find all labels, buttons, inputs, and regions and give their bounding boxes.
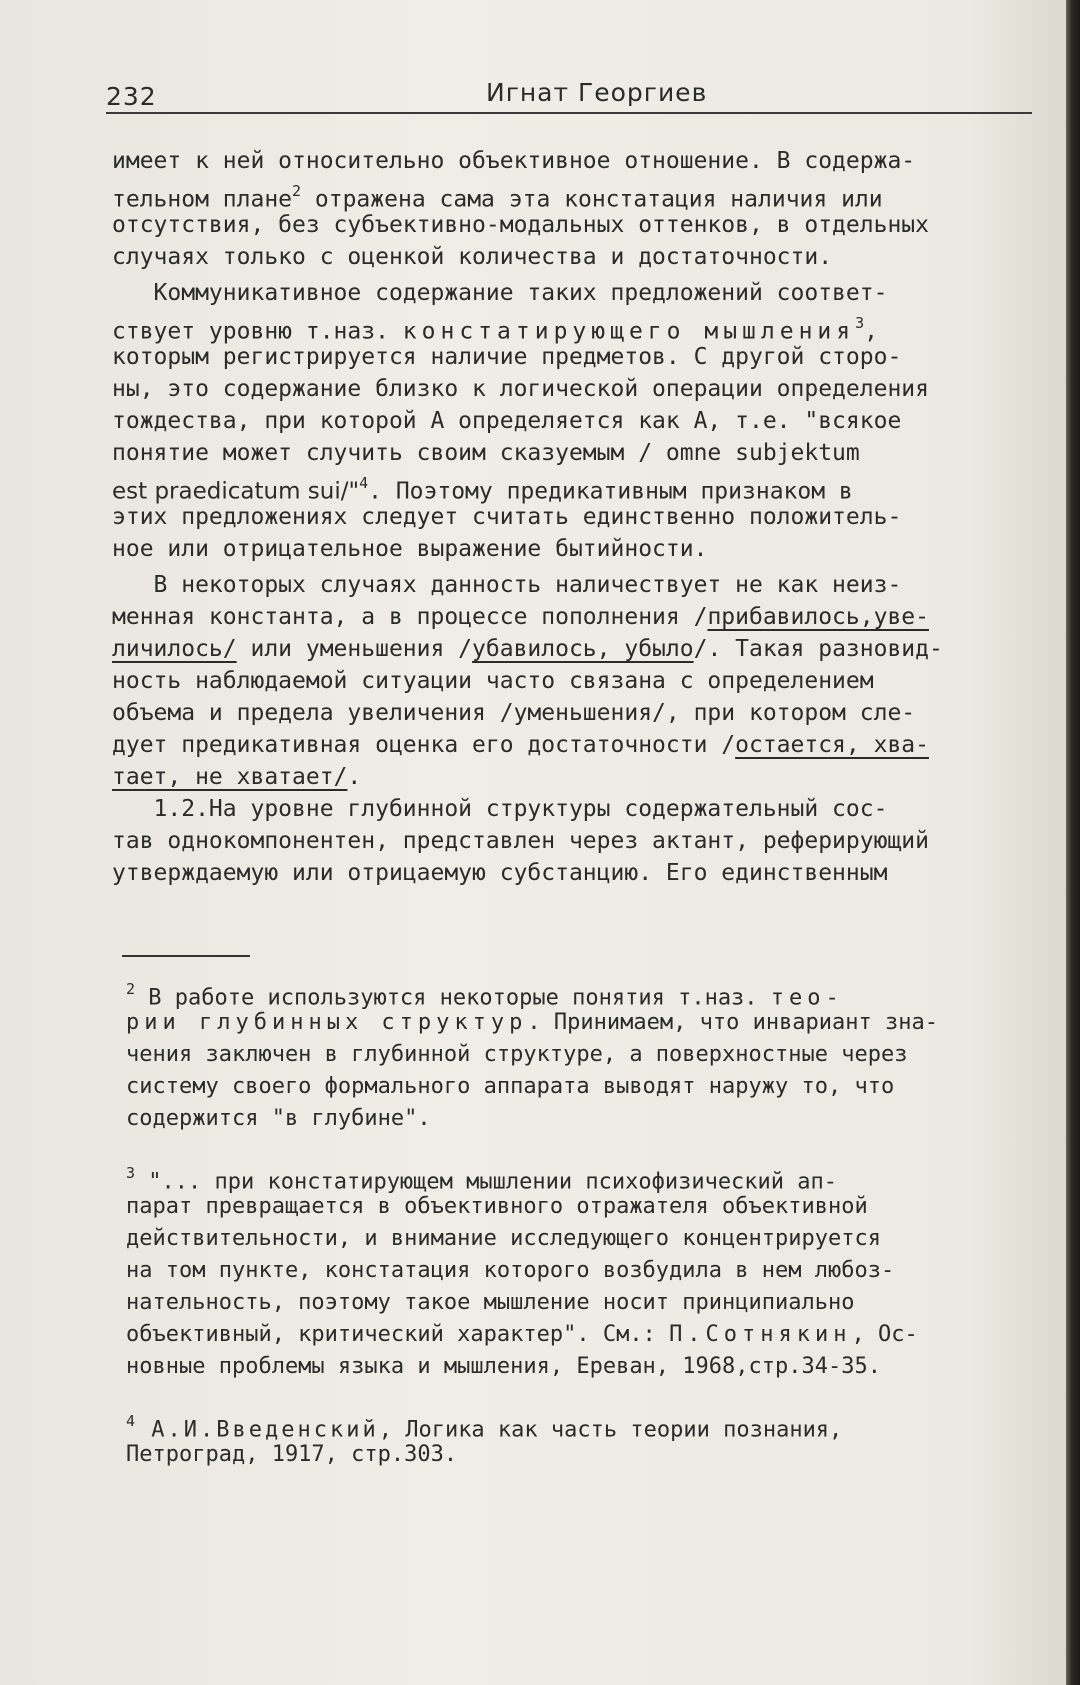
underlined-term: убавилось, убыло <box>472 636 694 662</box>
footnote-line: на том пункте, констатация которого возбудила в нем любоз- <box>126 1258 895 1283</box>
text-line: дует предикативная оценка его достаточности /остается, хва- <box>112 732 929 758</box>
footnote-line: действительности, и внимание исследующего концентрируется <box>126 1226 881 1251</box>
page-header <box>106 78 1032 114</box>
text-line: объема и предела увеличения /уменьшения/, при котором сле- <box>112 700 916 726</box>
footnote-line: систему своего формального аппарата выводят наружу то, что <box>126 1074 895 1099</box>
text-line: тав однокомпонентен, представлен через актант, реферирующий <box>112 828 929 854</box>
text-line: ствует уровню т.наз. констатирующего мышления$^3$, <box>112 314 879 345</box>
text-line: ность наблюдаемой ситуации часто связана с определением <box>112 668 874 694</box>
footnote-line: парат превращается в объективного отражателя объективной <box>126 1194 868 1219</box>
footnote-ref: 2 <box>292 182 302 200</box>
text-line: отсутствия, без субъективно-модальных оттенков, в отдельных <box>112 212 929 238</box>
text-line: тождества, при которой A определяется как A, т.е. "всякое <box>112 408 902 434</box>
underlined-term: остается, хва- <box>735 732 929 758</box>
footnote-marker: 3 <box>126 1164 136 1182</box>
text-line: этих предложениях следует считать единственно положитель- <box>112 504 902 530</box>
running-head: Игнат Георгиев <box>486 78 708 107</box>
footnote-line: рии глубинных структур. Принимаем, что инвариант зна- <box>126 1010 939 1035</box>
text-line: ны, это содержание близко к логической операции определения <box>112 376 929 402</box>
footnote-line: нательность, поэтому такое мышление носит принципиально <box>126 1290 855 1315</box>
underlined-term: личилось/ <box>112 636 237 662</box>
text-line: ное или отрицательное выражение бытийности. <box>112 536 708 562</box>
text-line: утверждаемую или отрицаемую субстанцию. Его единственным <box>112 860 888 886</box>
underlined-term: тает, не хватает/ <box>112 764 348 790</box>
footnote-marker: 4 <box>126 1412 136 1430</box>
underlined-term: прибавилось,уве- <box>707 604 929 630</box>
footnote-line: новные проблемы языка и мышления, Ереван, 1968,стр.34-35. <box>126 1354 881 1379</box>
text-line: 1.2.На уровне глубинной структуры содержательный сос- <box>112 796 888 822</box>
footnote-line: чения заключен в глубинной структуре, а поверхностные через <box>126 1042 908 1067</box>
text-line: тает, не хватает/. <box>112 764 362 790</box>
footnote-ref: 4 <box>359 474 369 492</box>
footnote-separator <box>122 955 250 957</box>
spaced-term: констатирующего мышления <box>402 318 856 345</box>
text-line: имеет к ней относительно объективное отношение. В содержа- <box>112 148 916 174</box>
page-edge-shadow <box>1066 0 1080 1685</box>
footnote-4: $^4$ А.И.Введенский, Логика как часть теории познания, <box>126 1412 843 1443</box>
footnote-3: $^3$ "... при констатирующем мышлении психофизический ап- <box>126 1164 838 1195</box>
footnote-2: $^2$ В работе используются некоторые понятия т.наз. тео- <box>126 980 844 1011</box>
text-line: Коммуникативное содержание таких предложений соответ- <box>112 280 888 306</box>
text-line: менная константа, а в процессе пополнения /прибавилось,уве- <box>112 604 929 630</box>
footnote-ref: 3 <box>855 314 865 332</box>
footnote-marker: 2 <box>126 980 136 998</box>
text-line: понятие может случить своим сказуемым / omne subjektum <box>112 440 860 466</box>
footnote-line: содержится "в глубине". <box>126 1106 431 1131</box>
text-line: которым регистрируется наличие предметов. С другой сторо- <box>112 344 902 370</box>
footnote-line: Петроград, 1917, стр.303. <box>126 1442 458 1467</box>
text-line: est praedicatum sui/"$^4$. Поэтому предикативным признаком в <box>112 474 853 505</box>
page-number: 232 <box>106 82 157 111</box>
text-line: тельном плане$^2$ отражена сама эта констатация наличия или <box>112 182 883 213</box>
footnote-line: объективный, критический характер". См.: П.Сотнякин, Ос- <box>126 1322 918 1347</box>
text-line: В некоторых случаях данность наличествует не как неиз- <box>112 572 902 598</box>
text-line: случаях только с оценкой количества и достаточности. <box>112 244 833 270</box>
text-line: личилось/ или уменьшения /убавилось, убыло/. Такая разновид- <box>112 636 943 662</box>
